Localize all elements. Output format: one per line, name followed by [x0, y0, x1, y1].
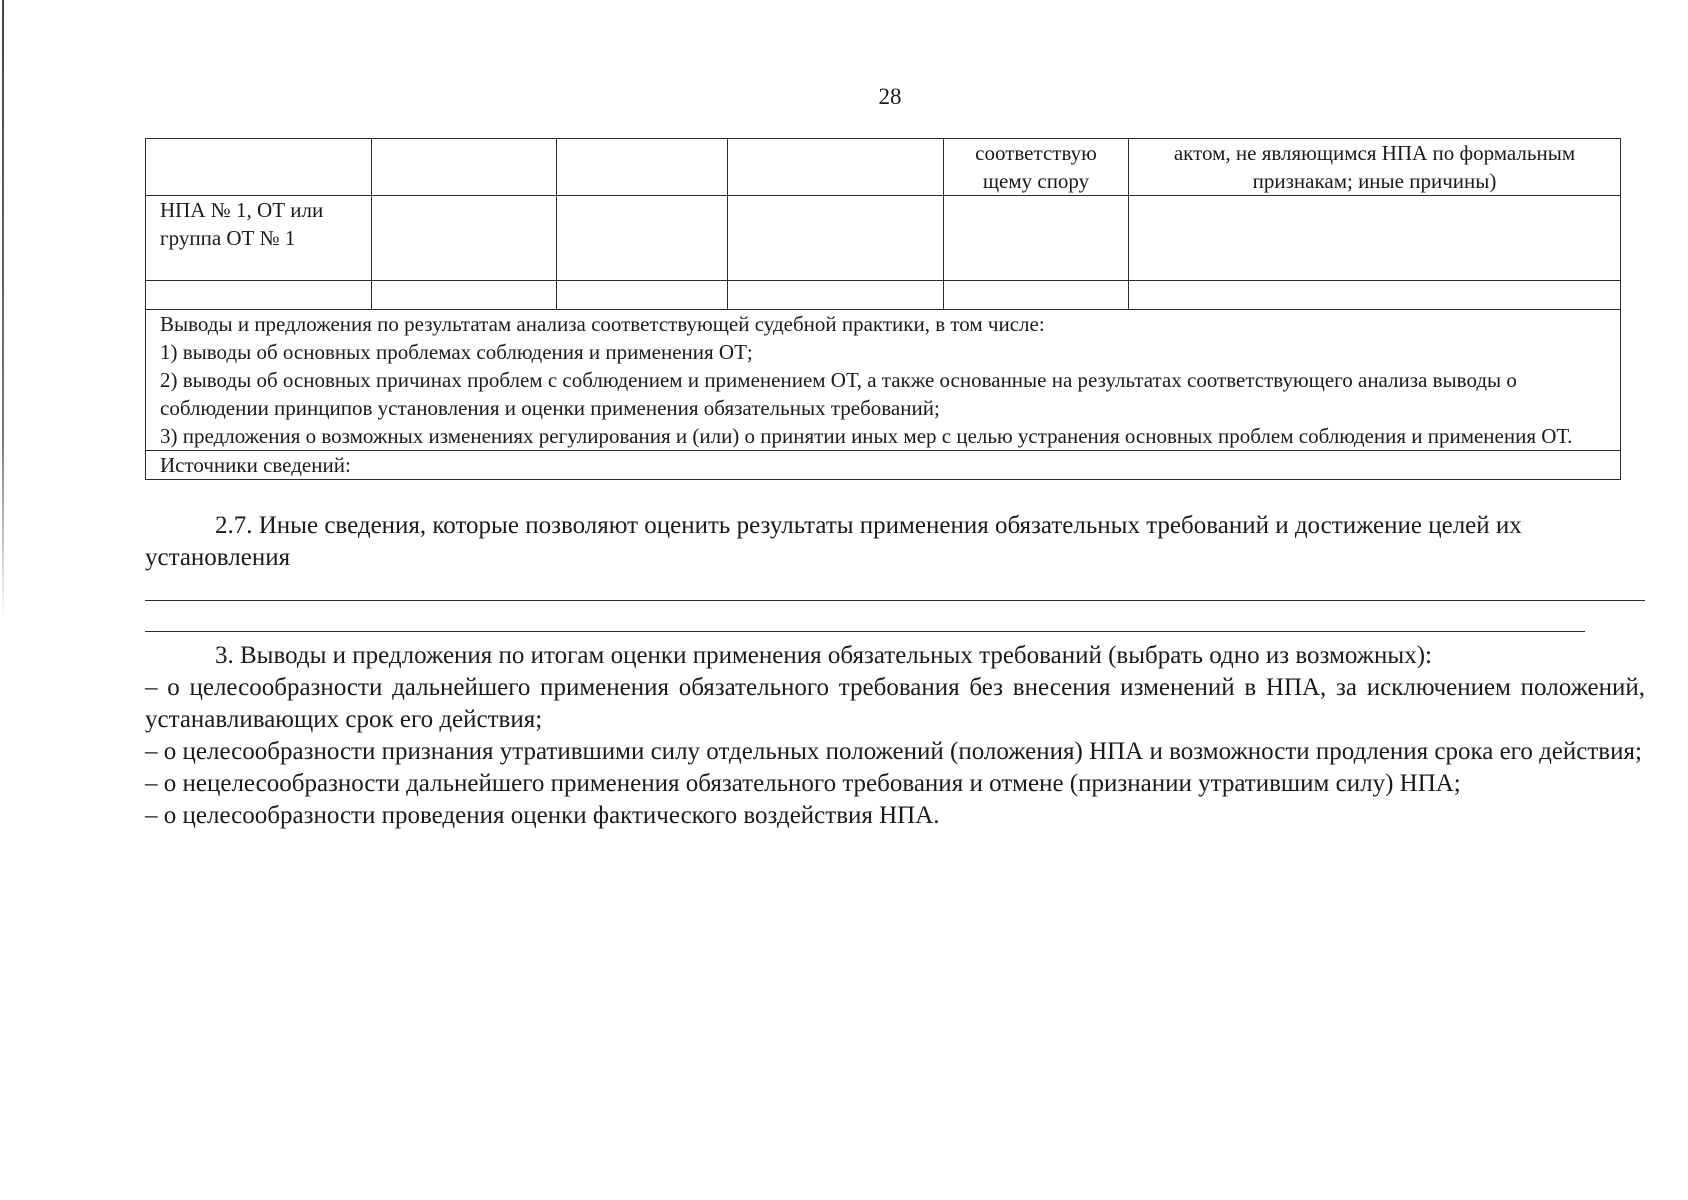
- table-cell: [557, 196, 728, 281]
- table-cell: [1129, 196, 1621, 281]
- table-row-npa: [146, 196, 1621, 281]
- conclusions-intro: Выводы и предложения по результатам анализа соответствующей судебной практики, в том числе:: [160, 312, 1045, 336]
- page-number: 28: [878, 84, 902, 109]
- table-row-empty: [146, 281, 1621, 310]
- evaluation-table: [145, 138, 1621, 480]
- section-3-heading: 3. Выводы и предложения по итогам оценки применения обязательных требований (выбрать одно из возможных):: [215, 642, 1432, 669]
- table-cell: [372, 281, 557, 310]
- section-2-7: [145, 510, 1645, 574]
- section-3-option: – о целесообразности признания утратившими силу отдельных положений (положения) НПА и возможности продления срока его действия;: [145, 738, 1642, 765]
- table-cell: [557, 139, 728, 196]
- npa-label-cell: НПА № 1, ОТ или группа ОТ № 1: [146, 196, 372, 281]
- conclusions-cell: [146, 310, 1621, 451]
- table-cell: [728, 196, 944, 281]
- table-cell: [146, 139, 372, 196]
- table-cell: [557, 281, 728, 310]
- section-3-option: – о целесообразности дальнейшего применения обязательного требования без внесения изменений в НПА, за исключением положений, устанавливающих срок его действия;: [145, 674, 1645, 733]
- conclusions-item-2: 2) выводы об основных причинах проблем с соблюдением и применением ОТ, а также основанные на результатах соответствующего анализа выводы о соблюдении принципов установления и оценки применения обязательных требований;: [160, 368, 1517, 420]
- table-header-cell-dispute: соответствую щему спору: [944, 139, 1129, 196]
- table-row-sources: [146, 451, 1621, 480]
- conclusions-item-3: 3) предложения о возможных изменениях регулирования и (или) о принятии иных мер с целью устранения основных проблем соблюдения и применения ОТ.: [160, 424, 1573, 448]
- table-cell: [944, 281, 1129, 310]
- table-cell: [728, 139, 944, 196]
- table-header-cell-other-reasons: актом, не являющимся НПА по формальным признакам; иные причины): [1129, 139, 1621, 196]
- sources-cell: Источники сведений:: [146, 451, 1621, 480]
- section-2-7-text: 2.7. Иные сведения, которые позволяют оценить результаты применения обязательных требований и достижение целей их установления: [145, 512, 1522, 571]
- table-cell: [1129, 281, 1621, 310]
- section-3-option: – о целесообразности проведения оценки фактического воздействия НПА.: [145, 802, 940, 829]
- table-cell: [146, 281, 372, 310]
- table-cell: [372, 139, 557, 196]
- table-row-conclusions: [146, 310, 1621, 451]
- table-cell: [372, 196, 557, 281]
- table-cell: [728, 281, 944, 310]
- conclusions-item-1: 1) выводы об основных проблемах соблюдения и применения ОТ;: [160, 340, 753, 364]
- section-3-option: – о нецелесообразности дальнейшего применения обязательного требования и отмене (признании утратившим силу) НПА;: [145, 770, 1461, 797]
- section-3: [145, 640, 1645, 832]
- table-cell: [944, 196, 1129, 281]
- table-header-row: [146, 139, 1621, 196]
- blank-fill-line: [145, 631, 1585, 632]
- blank-fill-line: [145, 600, 1645, 601]
